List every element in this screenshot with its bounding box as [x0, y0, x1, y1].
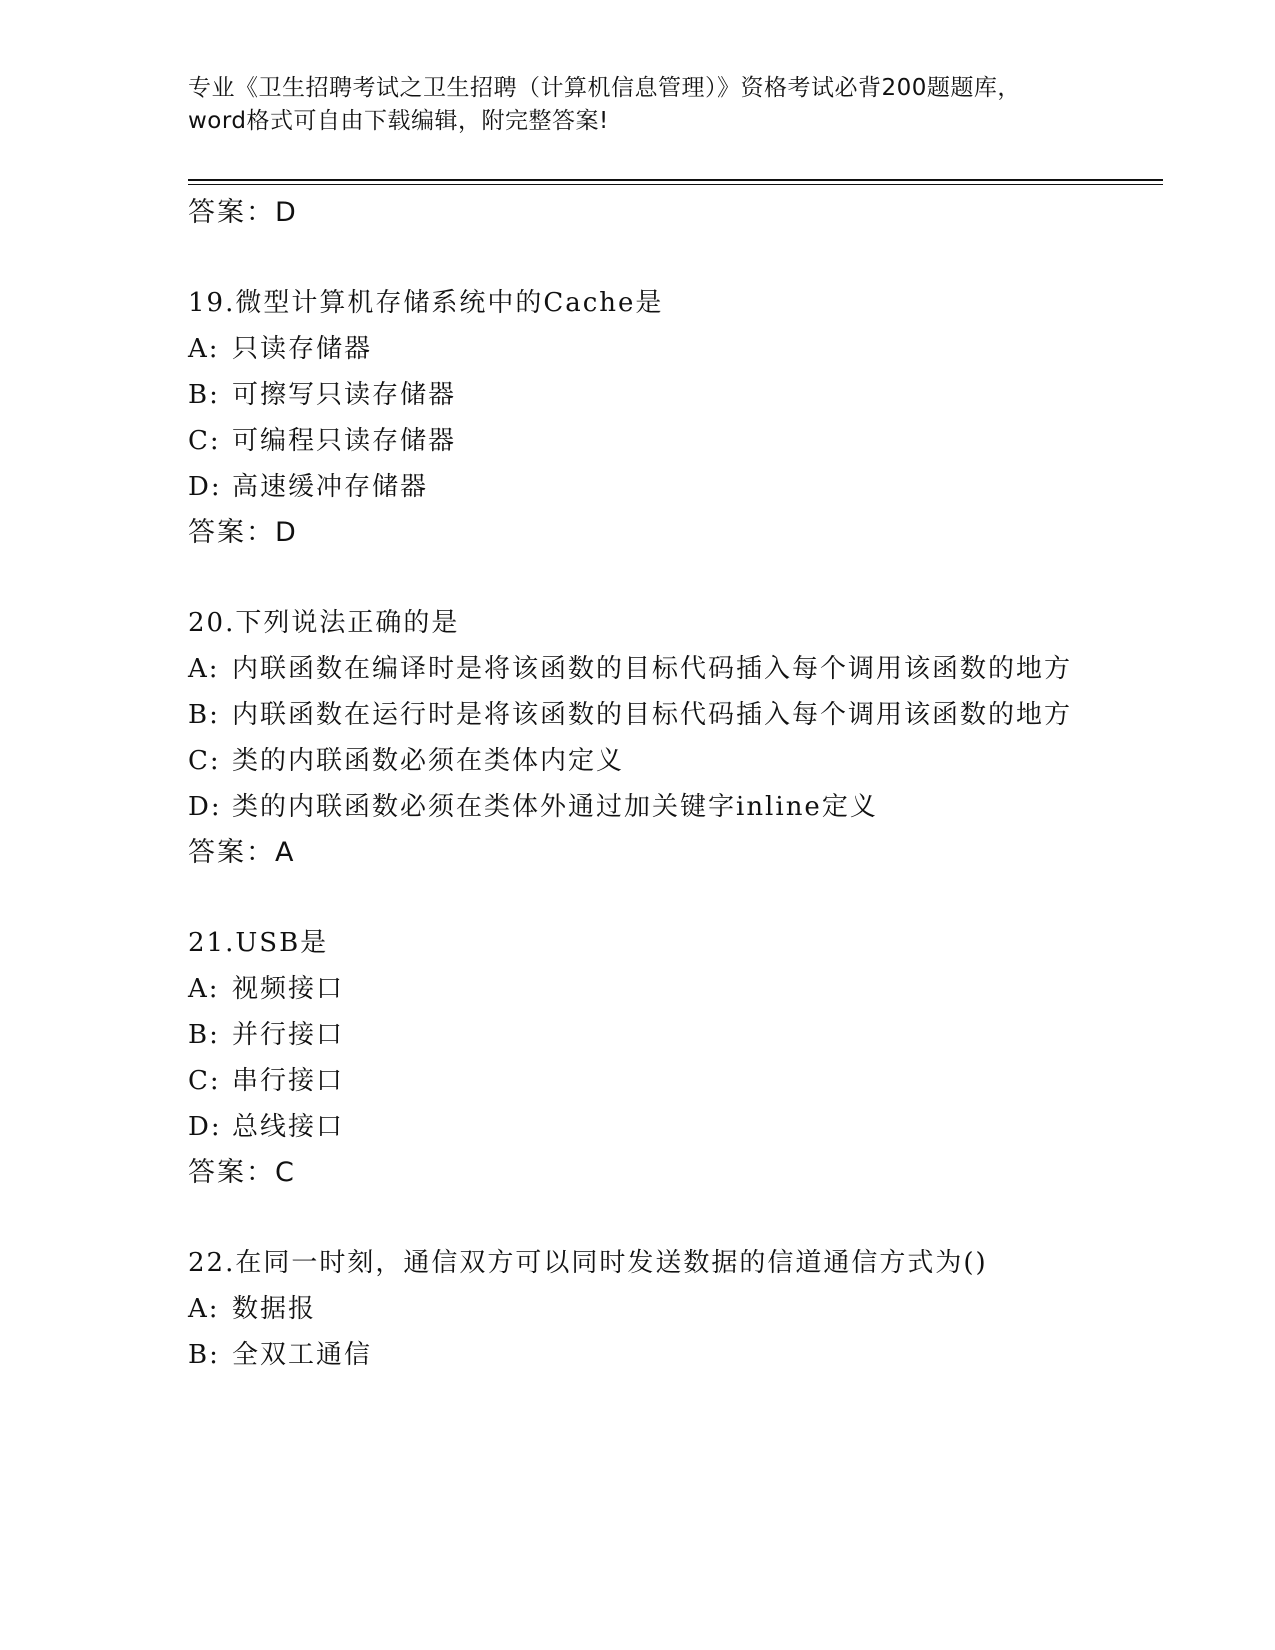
option-b [188, 1332, 1088, 1378]
question-title: 19.微型计算机存储系统中的Cache是 [188, 288, 664, 318]
header-line-1: 专业《卫生招聘考试之卫生招聘（计算机信息管理）》资格考试必背200题题库， [188, 75, 1021, 101]
option-text: 类的内联函数必须在类体内定义 [232, 746, 625, 776]
option-label: B: [188, 380, 220, 410]
option-label: D: [188, 792, 222, 822]
option-label: D: [188, 472, 222, 502]
header-divider [188, 179, 1163, 181]
option-label: B: [188, 1020, 220, 1050]
option-label: A: [188, 334, 220, 364]
spacer [188, 876, 1088, 920]
option-text: 并行接口 [232, 1020, 345, 1050]
spacer [188, 556, 1088, 600]
option-text: 总线接口 [232, 1112, 345, 1142]
option-label: A: [188, 654, 220, 684]
option-text: 可编程只读存储器 [232, 426, 457, 456]
option-b [188, 1012, 1088, 1058]
option-label: B: [188, 700, 220, 730]
answer-text: 答案：C [188, 1157, 296, 1188]
option-b [188, 692, 1078, 738]
option-text: 可擦写只读存储器 [232, 380, 457, 410]
option-a [188, 1286, 1088, 1332]
option-c [188, 738, 1088, 784]
option-text: 内联函数在编译时是将该函数的目标代码插入每个调用该函数的地方 [232, 654, 1073, 684]
question-title: 20.下列说法正确的是 [188, 608, 460, 638]
option-text: 全双工通信 [232, 1340, 373, 1370]
option-d [188, 1104, 1088, 1150]
option-label: D: [188, 1112, 222, 1142]
question-title: 21.USB是 [188, 928, 329, 958]
option-label: C: [188, 1066, 221, 1096]
option-a [188, 326, 1088, 372]
option-text: 只读存储器 [232, 334, 373, 364]
question-title: 22.在同一时刻，通信双方可以同时发送数据的信道通信方式为() [188, 1248, 988, 1278]
option-text: 高速缓冲存储器 [232, 472, 429, 502]
spacer [188, 236, 1088, 280]
option-label: C: [188, 746, 221, 776]
option-text: 内联函数在运行时是将该函数的目标代码插入每个调用该函数的地方 [232, 700, 1073, 730]
option-a [188, 646, 1078, 692]
option-label: B: [188, 1340, 220, 1370]
option-d [188, 784, 1088, 830]
question-list [188, 190, 1088, 1378]
option-label: C: [188, 426, 221, 456]
option-c [188, 1058, 1088, 1104]
document-header [188, 72, 1088, 138]
option-c [188, 418, 1088, 464]
option-text: 类的内联函数必须在类体外通过加关键字inline定义 [232, 792, 878, 822]
option-label: A: [188, 1294, 220, 1324]
answer-text: 答案：A [188, 837, 296, 868]
spacer [188, 1196, 1088, 1240]
option-text: 视频接口 [232, 974, 345, 1004]
answer-text: 答案：D [188, 197, 298, 228]
header-divider-thin [188, 184, 1163, 185]
option-a [188, 966, 1088, 1012]
answer-text: 答案：D [188, 517, 298, 548]
option-d [188, 464, 1088, 510]
header-line-2: word格式可自由下载编辑，附完整答案! [188, 108, 609, 134]
option-label: A: [188, 974, 220, 1004]
option-text: 数据报 [232, 1294, 317, 1324]
option-text: 串行接口 [232, 1066, 345, 1096]
option-b [188, 372, 1088, 418]
